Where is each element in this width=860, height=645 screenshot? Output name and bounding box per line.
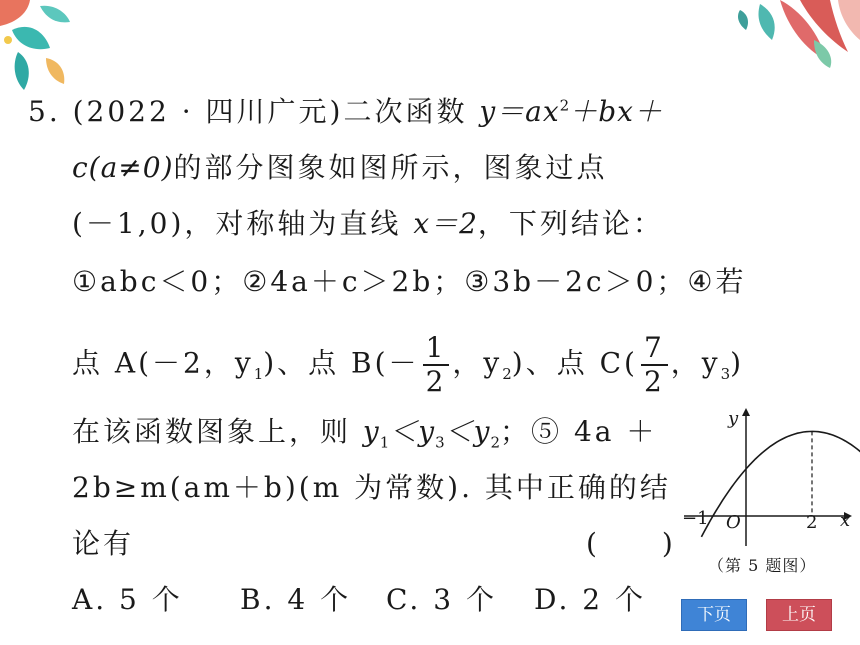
answer-blank: ( ) (586, 527, 676, 560)
leaf-decoration-right (730, 0, 860, 70)
fraction-one-half: $\frac{1}{2}$ (423, 334, 450, 396)
option-d[interactable]: D. 2 个 (534, 583, 646, 616)
y-axis-arrow (742, 408, 750, 416)
figure-caption: （第 5 题图） (708, 556, 817, 575)
y-axis-label: y (728, 408, 739, 429)
question-line-6: 在该函数图象上，则 $y_1<y_3<y_2$；⑤ 4a ＋ (72, 415, 658, 452)
question-line-8: 论有 (72, 527, 135, 560)
option-a[interactable]: A. 5 个 (72, 583, 183, 616)
question-line-7: 2b≥m(am＋b)(m 为常数). 其中正确的结 (72, 471, 671, 504)
origin-label: O (726, 512, 741, 533)
question-line-2: c(a≠0)的部分图象如图所示，图象过点 (72, 151, 608, 184)
parabola-figure (676, 400, 860, 550)
question-number: 5. (28, 95, 61, 128)
option-b[interactable]: B. 4 个 (240, 583, 352, 616)
question-line-4: ①abc＜0；②4a＋c＞2b；③3b－2c＞0；④若 (72, 265, 747, 298)
neg-one-label: −1 (682, 508, 709, 529)
graph-axes (684, 408, 852, 546)
leaf-decoration-left (0, 0, 80, 95)
fraction-seven-halves: $\frac{7}{2}$ (641, 334, 668, 396)
question-line-5: 点 A(－2，$y_1$)、点 B(－ $\frac{1}{2}$ ，$y_2$)、点 C( $\frac{7}{2}$ ，$y_3$) (72, 331, 745, 398)
option-c[interactable]: C. 3 个 (386, 583, 497, 616)
question-source: (2022 · 四川广元) (72, 95, 344, 128)
previous-page-button[interactable]: 上页 (766, 599, 832, 631)
next-page-button[interactable]: 下页 (681, 599, 747, 631)
x-axis-label: x (840, 510, 851, 531)
question-line-1: 5. (2022 · 四川广元)二次函数 $y=ax^2+bx+$ (28, 95, 663, 128)
two-label: 2 (806, 512, 818, 533)
question-line-3: (－1,0)，对称轴为直线 x＝2，下列结论： (72, 207, 664, 240)
